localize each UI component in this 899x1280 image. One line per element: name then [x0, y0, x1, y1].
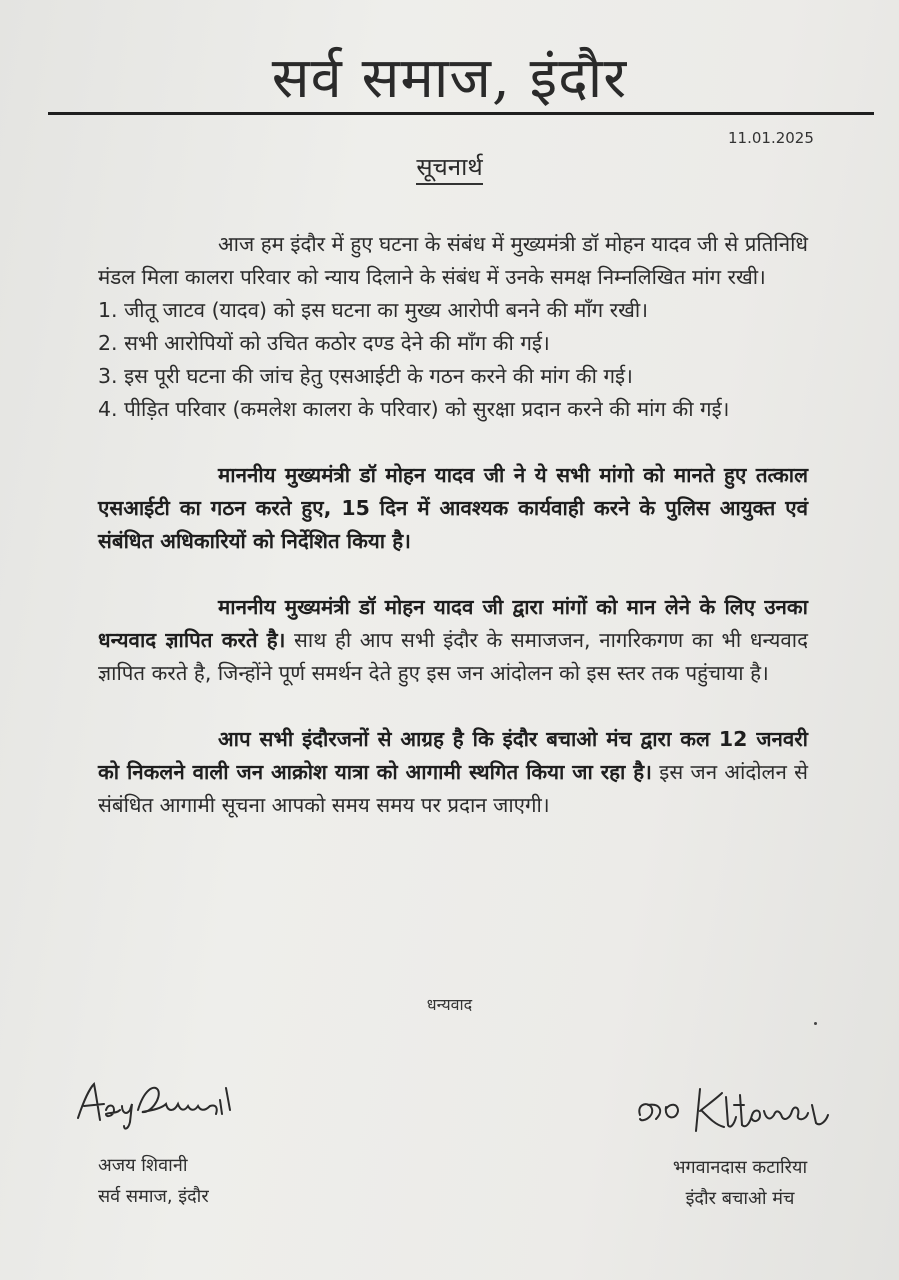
demand-item: 3. इस पूरी घटना की जांच हेतु एसआईटी के गठन करने की मांग की गई।: [98, 364, 633, 388]
signatory-left-org: सर्व समाज, इंदौर: [98, 1186, 209, 1207]
intro-paragraph: आज हम इंदौर में हुए घटना के संबंध में मुख्यमंत्री डॉ मोहन यादव जी से प्रतिनिधि मंडल मिला कालरा परिवार को न्याय दिलाने के संबंध में उनके समक्ष निम्नलिखित मांग रखी।: [98, 232, 808, 289]
signatory-right-org: इंदौर बचाओ मंच: [685, 1188, 795, 1209]
signatory-right: [640, 1152, 840, 1214]
thanks-paragraph-bold: माननीय मुख्यमंत्री डॉ मोहन यादव जी द्वारा मांगों को मान लेने के लिए उनका धन्यवाद ज्ञापित करते है।: [98, 595, 808, 652]
signature-left-drawing: [70, 1070, 310, 1140]
thanks-paragraph: [98, 591, 808, 690]
signatory-left: [98, 1150, 209, 1212]
notice-heading-text: सूचनार्थ: [416, 153, 482, 185]
signatory-left-name: अजय शिवानी: [98, 1155, 188, 1176]
ink-speck: [814, 1022, 817, 1025]
appeal-paragraph-rest: इस जन आंदोलन से संबंधित आगामी सूचना आपको समय समय पर प्रदान जाएगी।: [98, 760, 809, 817]
document-body: [98, 228, 808, 822]
demand-item: 1. जीतू जाटव (यादव) को इस घटना का मुख्य आरोपी बनने की माँग रखी।: [98, 298, 648, 322]
closing-thanks: धन्यवाद: [426, 995, 473, 1014]
thanks-paragraph-rest: साथ ही आप सभी इंदौर के समाजजन, नागरिकगण का भी धन्यवाद ज्ञापित करते है, जिन्होंने पूर्ण समर्थन देते हुए इस जन आंदोलन को इस स्तर तक पहुंचाया है।: [98, 628, 809, 685]
demands-list: [98, 294, 808, 426]
appeal-paragraph-bold: आप सभी इंदौरजनों से आग्रह है कि इंदौर बचाओ मंच द्वारा कल 12 जनवरी को निकलने वाली जन आक्रोश यात्रा को आगामी स्थगित किया जा रहा है।: [98, 727, 808, 784]
demand-item: 4. पीड़ित परिवार (कमलेश कालरा के परिवार) को सुरक्षा प्रदान करने की मांग की गई।: [98, 397, 730, 421]
header-divider: [48, 112, 874, 115]
cm-decision-paragraph: माननीय मुख्यमंत्री डॉ मोहन यादव जी ने ये सभी मांगो को मानते हुए तत्काल एसआईटी का गठन करते हुए, 15 दिन में आवश्यक कार्यवाही करने के पुलिस आयुक्त एवं संबंधित अधिकारियों को निर्देशित किया है।: [98, 463, 808, 553]
demand-item: 2. सभी आरोपियों को उचित कठोर दण्ड देने की माँग की गई।: [98, 331, 550, 355]
signature-right-drawing: [630, 1075, 860, 1145]
notice-heading: [0, 150, 899, 183]
document-date: 11.01.2025: [728, 129, 814, 147]
document-title: सर्व समाज, इंदौर: [271, 46, 628, 111]
signatory-right-name: भगवानदास कटारिया: [672, 1157, 808, 1178]
appeal-paragraph: [98, 723, 808, 822]
